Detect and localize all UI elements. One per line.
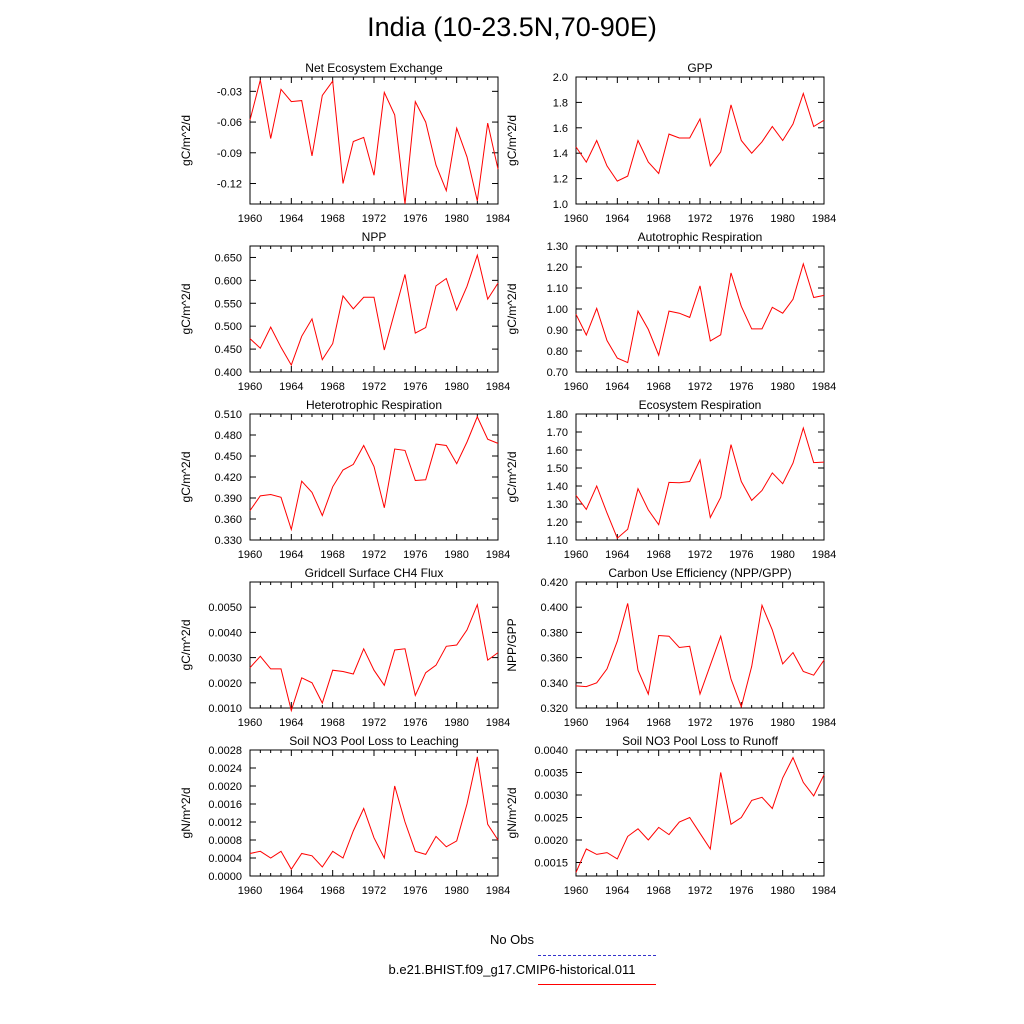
x-tick-label: 1972 — [361, 717, 387, 729]
panel-title: Soil NO3 Pool Loss to Runoff — [622, 734, 778, 748]
x-tick-label: 1984 — [811, 885, 837, 897]
y-tick-label: 0.0035 — [534, 767, 568, 780]
legend-obs-line — [538, 955, 656, 956]
y-tick-label: 0.450 — [214, 451, 242, 463]
x-tick-label: 1976 — [729, 213, 754, 225]
y-tick-label: 1.2 — [552, 173, 568, 186]
y-tick-label: 1.10 — [546, 535, 568, 547]
x-tick-label: 1984 — [485, 549, 511, 561]
x-tick-label: 1980 — [770, 381, 795, 393]
y-tick-label: 0.320 — [540, 703, 568, 715]
y-axis-label: gC/m^2/d — [505, 283, 519, 335]
panel-title: Heterotrophic Respiration — [305, 398, 443, 412]
y-tick-label: 0.400 — [540, 602, 568, 615]
x-tick-label: 1964 — [279, 213, 304, 225]
y-tick-label: 0.0000 — [208, 871, 242, 883]
x-tick-label: 1960 — [563, 717, 589, 729]
x-tick-label: 1972 — [361, 885, 387, 897]
series-line — [576, 428, 824, 538]
chart-panel-5 — [179, 398, 510, 561]
series-line — [250, 605, 498, 711]
legend-case-label: b.e21.BHIST.f09_g17.CMIP6-historical.011 — [388, 962, 636, 977]
y-tick-label: 0.0020 — [534, 835, 568, 847]
y-tick-label: 1.6 — [552, 122, 568, 135]
panel-title: NPP — [361, 230, 387, 244]
y-axis-label: NPP/GPP — [505, 618, 519, 672]
y-tick-label: -0.03 — [216, 86, 242, 99]
x-tick-label: 1976 — [403, 381, 428, 393]
y-tick-label: -0.09 — [216, 147, 242, 160]
x-tick-label: 1972 — [361, 381, 387, 393]
legend-case-line — [538, 984, 656, 985]
y-tick-label: 0.0030 — [208, 652, 242, 665]
y-tick-label: 0.340 — [540, 677, 568, 690]
panel-title: Gridcell Surface CH4 Flux — [304, 566, 444, 580]
y-tick-label: 2.0 — [552, 72, 568, 84]
x-tick-label: 1972 — [687, 213, 713, 225]
x-tick-label: 1980 — [770, 549, 795, 561]
y-tick-label: 0.380 — [540, 627, 568, 640]
x-tick-label: 1984 — [485, 213, 511, 225]
panel-title: Ecosystem Respiration — [638, 398, 762, 412]
x-tick-label: 1964 — [605, 549, 630, 561]
x-tick-label: 1960 — [237, 381, 263, 393]
y-tick-label: 1.40 — [546, 481, 568, 493]
plot-frame — [576, 414, 824, 540]
x-tick-label: 1980 — [444, 381, 469, 393]
y-tick-label: 1.30 — [546, 499, 568, 511]
series-line — [576, 603, 824, 706]
x-tick-label: 1972 — [687, 549, 713, 561]
y-tick-label: 0.0008 — [208, 835, 242, 847]
chart-panel-8 — [505, 566, 836, 729]
y-axis-label: gC/m^2/d — [179, 283, 193, 335]
series-line — [576, 264, 824, 363]
panel-title: GPP — [687, 61, 713, 75]
y-tick-label: 0.390 — [214, 493, 242, 505]
x-tick-label: 1984 — [811, 549, 837, 561]
chart-panel-7 — [179, 566, 510, 729]
x-tick-label: 1984 — [485, 717, 511, 729]
legend-obs-label: No Obs — [489, 932, 535, 947]
x-tick-label: 1968 — [320, 885, 345, 897]
x-tick-label: 1984 — [485, 381, 511, 393]
plot-frame — [576, 77, 824, 204]
x-tick-label: 1976 — [729, 549, 754, 561]
x-tick-label: 1968 — [646, 549, 671, 561]
x-tick-label: 1972 — [687, 381, 713, 393]
x-tick-label: 1980 — [770, 885, 795, 897]
x-tick-label: 1960 — [563, 381, 589, 393]
x-tick-label: 1976 — [403, 885, 428, 897]
y-tick-label: 1.30 — [546, 241, 568, 253]
y-tick-label: 0.600 — [214, 275, 242, 288]
y-tick-label: 1.8 — [552, 97, 568, 110]
y-tick-label: 0.650 — [214, 252, 242, 265]
x-tick-label: 1984 — [811, 213, 837, 225]
y-tick-label: -0.06 — [216, 117, 242, 130]
x-tick-label: 1964 — [279, 549, 304, 561]
x-tick-label: 1968 — [646, 213, 671, 225]
y-tick-label: 1.70 — [546, 427, 568, 439]
x-tick-label: 1980 — [444, 549, 469, 561]
y-tick-label: 0.0020 — [208, 677, 242, 690]
y-tick-label: 0.90 — [546, 325, 568, 337]
plot-frame — [576, 582, 824, 708]
y-axis-label: gN/m^2/d — [505, 787, 519, 839]
y-tick-label: 0.0025 — [534, 812, 568, 825]
x-tick-label: 1980 — [770, 717, 795, 729]
y-tick-label: 0.420 — [214, 472, 242, 484]
panel-title: Net Ecosystem Exchange — [305, 61, 443, 75]
x-tick-label: 1968 — [646, 381, 671, 393]
y-axis-label: gC/m^2/d — [505, 115, 519, 166]
x-tick-label: 1976 — [729, 381, 754, 393]
x-tick-label: 1984 — [811, 381, 837, 393]
y-tick-label: 0.0024 — [208, 763, 242, 775]
chart-panel-6 — [505, 398, 836, 561]
x-tick-label: 1968 — [320, 381, 345, 393]
plot-frame — [250, 246, 498, 372]
x-tick-label: 1976 — [403, 549, 428, 561]
y-tick-label: -0.12 — [216, 178, 242, 191]
x-tick-label: 1980 — [444, 885, 469, 897]
y-axis-label: gC/m^2/d — [179, 619, 193, 671]
x-tick-label: 1968 — [320, 213, 345, 225]
y-tick-label: 0.0030 — [534, 790, 568, 802]
x-tick-label: 1960 — [563, 213, 589, 225]
chart-panel-10 — [505, 734, 836, 897]
y-tick-label: 1.20 — [546, 517, 568, 529]
chart-panel-3 — [179, 230, 510, 393]
chart-panel-1 — [179, 61, 510, 225]
x-tick-label: 1964 — [605, 213, 630, 225]
y-tick-label: 0.360 — [540, 652, 568, 665]
x-tick-label: 1960 — [563, 885, 589, 897]
x-tick-label: 1968 — [646, 717, 671, 729]
plot-frame — [250, 582, 498, 708]
series-line — [576, 758, 824, 873]
y-tick-label: 0.550 — [214, 298, 242, 311]
chart-panel-4 — [505, 230, 836, 393]
x-tick-label: 1968 — [646, 885, 671, 897]
chart-panel-9 — [179, 734, 510, 897]
series-line — [250, 417, 498, 530]
y-tick-label: 0.420 — [540, 577, 568, 589]
figure-title: India (10-23.5N,70-90E) — [367, 12, 657, 42]
y-tick-label: 0.510 — [214, 409, 242, 421]
y-axis-label: gC/m^2/d — [179, 115, 193, 166]
x-tick-label: 1964 — [279, 381, 304, 393]
y-tick-label: 0.0010 — [208, 703, 242, 715]
y-tick-label: 0.500 — [214, 321, 242, 334]
y-tick-label: 0.0028 — [208, 745, 242, 757]
x-tick-label: 1972 — [361, 213, 387, 225]
x-tick-label: 1960 — [237, 885, 263, 897]
panel-title: Carbon Use Efficiency (NPP/GPP) — [608, 566, 792, 580]
x-tick-label: 1968 — [320, 717, 345, 729]
y-tick-label: 1.50 — [546, 463, 568, 475]
x-tick-label: 1960 — [237, 717, 263, 729]
x-tick-label: 1960 — [563, 549, 589, 561]
y-tick-label: 1.20 — [546, 262, 568, 274]
y-tick-label: 0.0050 — [208, 602, 242, 615]
x-tick-label: 1964 — [605, 885, 630, 897]
x-tick-label: 1984 — [811, 717, 837, 729]
y-tick-label: 1.0 — [552, 199, 568, 211]
x-tick-label: 1968 — [320, 549, 345, 561]
y-tick-label: 0.480 — [214, 430, 242, 442]
y-axis-label: gC/m^2/d — [505, 451, 519, 503]
series-line — [250, 255, 498, 365]
x-tick-label: 1964 — [279, 717, 304, 729]
plot-frame — [576, 246, 824, 372]
series-line — [250, 80, 498, 204]
chart-panel-2 — [505, 61, 836, 225]
x-tick-label: 1972 — [361, 549, 387, 561]
x-tick-label: 1972 — [687, 885, 713, 897]
y-tick-label: 0.0015 — [534, 857, 568, 870]
y-tick-label: 0.0012 — [208, 817, 242, 829]
y-tick-label: 0.0020 — [208, 781, 242, 793]
x-tick-label: 1972 — [687, 717, 713, 729]
x-tick-label: 1964 — [605, 381, 630, 393]
y-tick-label: 1.4 — [552, 148, 568, 161]
y-tick-label: 1.60 — [546, 445, 568, 457]
plot-frame — [250, 750, 498, 876]
y-tick-label: 0.0016 — [208, 799, 242, 811]
y-axis-label: gC/m^2/d — [179, 451, 193, 503]
y-tick-label: 0.80 — [546, 346, 568, 358]
y-tick-label: 0.0004 — [208, 853, 242, 865]
y-tick-label: 0.0040 — [534, 745, 568, 757]
x-tick-label: 1960 — [237, 213, 263, 225]
y-tick-label: 0.330 — [214, 535, 242, 547]
y-tick-label: 0.400 — [214, 367, 242, 379]
y-tick-label: 0.0040 — [208, 627, 242, 640]
x-tick-label: 1976 — [729, 717, 754, 729]
panel-title: Autotrophic Respiration — [637, 230, 763, 244]
x-tick-label: 1976 — [403, 717, 428, 729]
x-tick-label: 1964 — [279, 885, 304, 897]
x-tick-label: 1976 — [403, 213, 428, 225]
x-tick-label: 1976 — [729, 885, 754, 897]
y-tick-label: 1.10 — [546, 283, 568, 295]
x-tick-label: 1964 — [605, 717, 630, 729]
y-tick-label: 0.70 — [546, 367, 568, 379]
y-tick-label: 0.450 — [214, 344, 242, 357]
panel-title: Soil NO3 Pool Loss to Leaching — [289, 734, 459, 748]
x-tick-label: 1980 — [444, 213, 469, 225]
y-tick-label: 0.360 — [214, 514, 242, 526]
x-tick-label: 1980 — [444, 717, 469, 729]
y-tick-label: 1.80 — [546, 409, 568, 421]
x-tick-label: 1960 — [237, 549, 263, 561]
plot-frame — [250, 414, 498, 540]
x-tick-label: 1980 — [770, 213, 795, 225]
x-tick-label: 1984 — [485, 885, 511, 897]
series-line — [250, 757, 498, 870]
y-tick-label: 1.00 — [546, 304, 568, 316]
series-line — [576, 94, 824, 182]
y-axis-label: gN/m^2/d — [179, 787, 193, 839]
